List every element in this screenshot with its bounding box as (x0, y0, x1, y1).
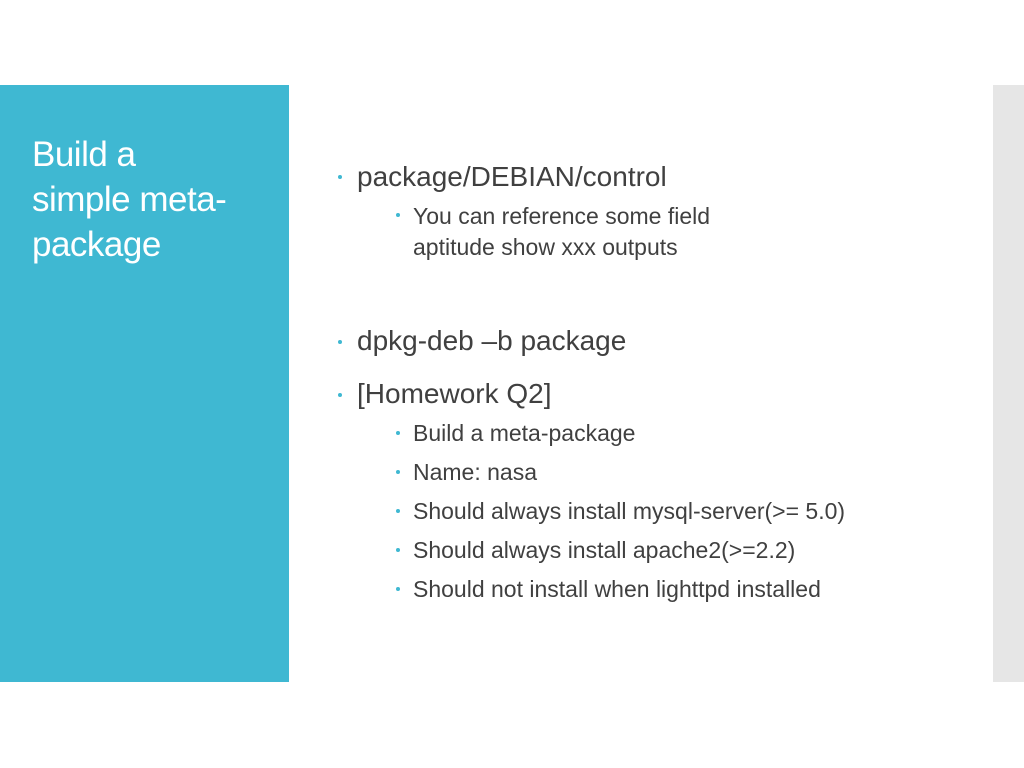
bullet-dot-icon (338, 340, 342, 344)
bullet-dot-icon (338, 393, 342, 397)
bullet-text: package/DEBIAN/control (357, 161, 667, 192)
bullet-text: dpkg-deb –b package (357, 325, 627, 356)
bullet-dot-icon (396, 470, 400, 474)
sub-bullet-text: Should always install mysql-server(>= 5.0) (413, 498, 846, 524)
slide-title-line: Build a (32, 135, 136, 174)
bullet-dot-icon (338, 175, 342, 179)
sub-bullet-text: Should not install when lighttpd installed (413, 576, 821, 602)
bullet-dot-icon (396, 548, 400, 552)
bullet-dot-icon (396, 587, 400, 591)
sub-bullet-text: You can reference some field (413, 203, 711, 229)
bullet-dot-icon (396, 509, 400, 513)
sub-bullet-text: Name: nasa (413, 459, 538, 485)
slide-title-line: simple meta- (32, 180, 227, 219)
sub-bullet-text: aptitude show xxx outputs (413, 234, 678, 260)
sub-bullet-text: Build a meta-package (413, 420, 636, 446)
bullet-dot-icon (396, 213, 400, 217)
bullet-dot-icon (396, 431, 400, 435)
slide-title-line: package (32, 225, 161, 264)
bullet-text: [Homework Q2] (357, 378, 552, 409)
sub-bullet-text: Should always install apache2(>=2.2) (413, 537, 796, 563)
